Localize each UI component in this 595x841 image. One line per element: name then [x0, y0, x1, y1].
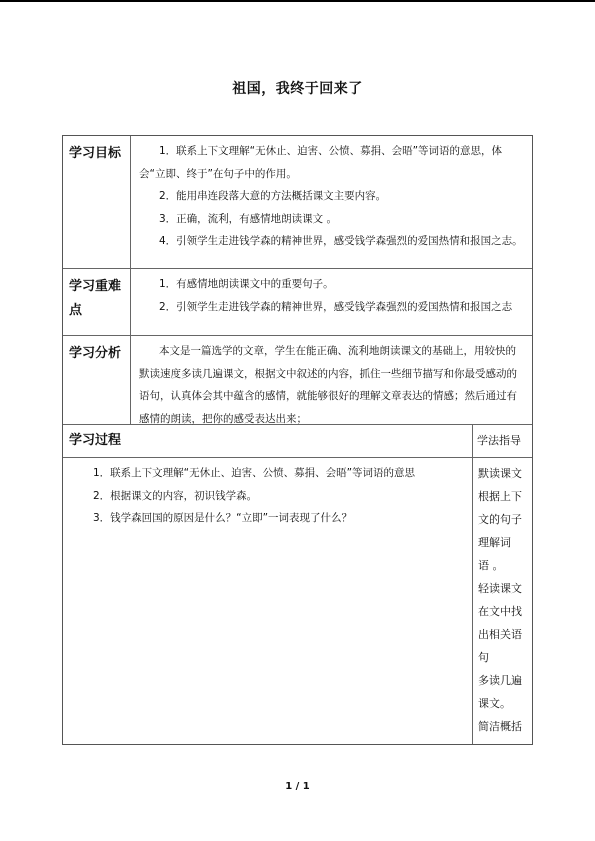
guide-line: 轻读课文 — [478, 582, 522, 595]
page-number: 1 / 1 — [285, 781, 310, 792]
guide-line: 出相关语 — [478, 628, 522, 641]
key-points-content — [131, 269, 532, 336]
analysis-text: 本文是一篇选学的文章，学生在能正确、流利地朗读课文的基础上，用较快的默读速度多读几遍课文，根据文中叙述的内容，抓住一些细节描写和你最受感动的语句，认真体会其中蕴含的感情，就能够很好的理解文章表达的情感；然后通过有感情的朗读，把你的感受表达出来； — [139, 345, 517, 425]
guide-line: 理解词 — [478, 536, 511, 549]
guide-header: 学法指导 — [473, 425, 532, 458]
guide-line: 简洁概括 — [478, 720, 522, 733]
guide-line: 默读课文 — [478, 467, 522, 480]
page-title: 祖国，我终于回来了 — [232, 81, 363, 97]
process-item: 3．钱学森回国的原因是什么？“立即”一词表现了什么？ — [93, 512, 353, 524]
guide-content — [473, 458, 532, 744]
goals-content — [131, 136, 532, 269]
guide-line: 根据上下 — [478, 490, 522, 503]
key-points-label — [63, 269, 131, 336]
top-rule — [0, 0, 595, 2]
guide-line: 语 。 — [478, 559, 504, 572]
lesson-plan-table — [62, 135, 533, 745]
key-points-label-line1: 学习重难 — [69, 279, 122, 294]
analysis-content — [131, 336, 532, 425]
guide-line: 在文中找 — [478, 605, 522, 618]
key-points-label-line2: 点 — [69, 303, 83, 318]
goal-item: 2．能用串连段落大意的方法概括课文主要内容。 — [159, 190, 387, 202]
guide-line: 多读几遍 — [478, 674, 522, 687]
key-point-item: 1．有感情地朗读课文中的重要句子。 — [159, 278, 334, 290]
goal-item: 1．联系上下文理解“无休止、迫害、公愤、募捐、会晤”等词语的意思，体会“立即、终于”在句子中的作用。 — [139, 145, 503, 180]
key-point-item: 2．引领学生走进钱学森的精神世界，感受钱学森强烈的爱国热情和报国之志 — [159, 300, 513, 313]
goal-item: 4．引领学生走进钱学森的精神世界，感受钱学森强烈的爱国热情和报国之志。 — [159, 235, 523, 247]
process-item: 2．根据课文的内容，初识钱学森。 — [93, 489, 258, 502]
guide-line: 课文。 — [478, 697, 511, 710]
goals-label: 学习目标 — [63, 136, 131, 269]
guide-line: 文的句子 — [478, 513, 522, 526]
process-content — [63, 458, 473, 744]
guide-line: 句 — [478, 651, 489, 664]
process-item: 1．联系上下文理解“无休止、迫害、公愤、募捐、会晤”等词语的意思 — [93, 467, 416, 479]
analysis-label: 学习分析 — [63, 336, 131, 425]
goal-item: 3．正确，流利，有感情地朗读课文 。 — [159, 212, 338, 225]
process-label: 学习过程 — [63, 425, 473, 458]
